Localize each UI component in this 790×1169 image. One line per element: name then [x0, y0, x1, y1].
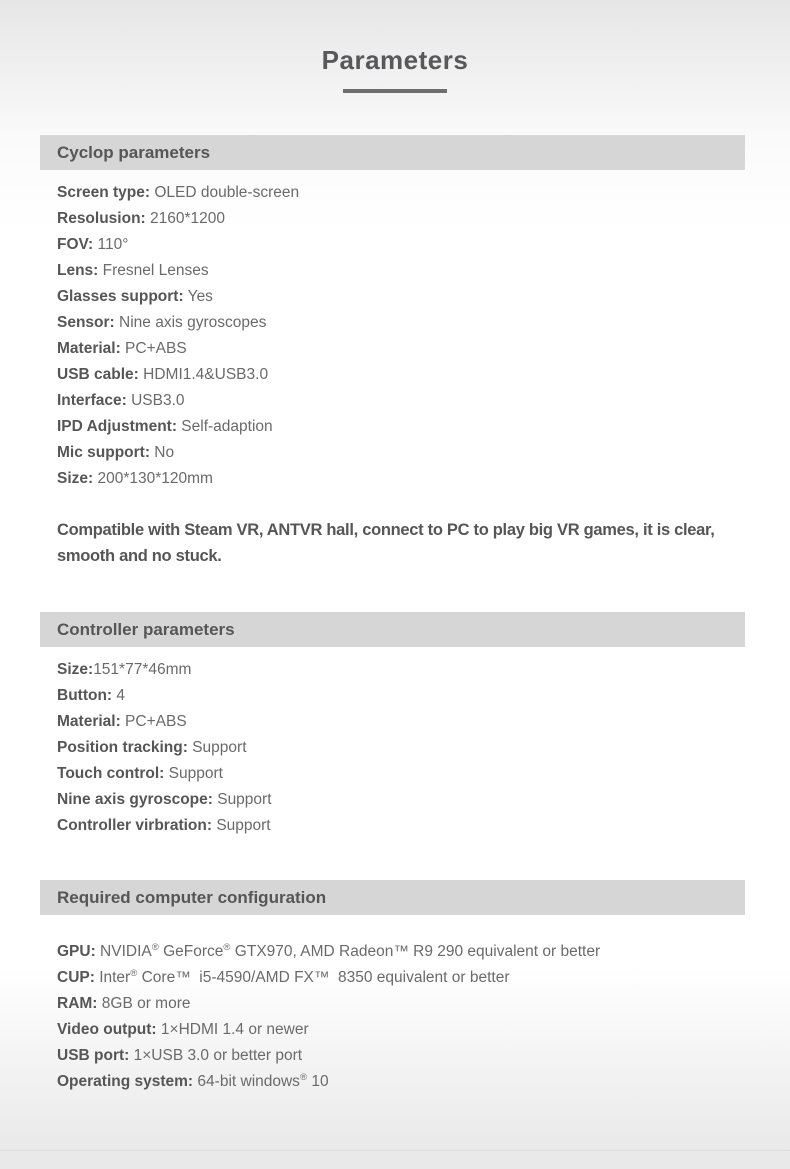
spec-row-position-tracking — [57, 735, 745, 761]
spec-label: Touch control: — [57, 765, 165, 782]
spec-value: 1×HDMI 1.4 or newer — [156, 1021, 309, 1038]
spec-value: 8GB or more — [97, 995, 191, 1012]
spec-value: 4 — [112, 687, 126, 704]
spec-row-cpu — [57, 965, 745, 991]
spec-row-video-output — [57, 1017, 745, 1043]
spec-label: Mic support: — [57, 444, 150, 461]
spec-value: OLED double-screen — [150, 184, 300, 201]
spec-row-interface — [57, 388, 745, 414]
spec-row-gpu — [57, 939, 745, 965]
spec-value: Support — [187, 739, 247, 756]
spec-label: Material: — [57, 713, 121, 730]
spec-row-resolution — [57, 206, 745, 232]
spec-row-controller-material — [57, 709, 745, 735]
spec-label: Sensor: — [57, 314, 115, 331]
spec-row-ram — [57, 991, 745, 1017]
spec-value: PC+ABS — [120, 340, 187, 357]
section-required-computer-configuration — [0, 880, 790, 1095]
spec-label: Position tracking: — [57, 739, 188, 756]
spec-row-sensor — [57, 310, 745, 336]
spec-row-usb-cable — [57, 362, 745, 388]
spec-label: RAM: — [57, 995, 98, 1012]
spec-label: Lens: — [57, 262, 99, 279]
spec-label: CUP: — [57, 969, 95, 986]
spec-row-touch-control — [57, 761, 745, 787]
spec-value: 110° — [93, 236, 129, 253]
spec-value: Support — [164, 765, 223, 782]
spec-value: Support — [212, 817, 271, 834]
spec-row-screen-type — [57, 180, 745, 206]
spec-row-ipd-adjustment — [57, 414, 745, 440]
section-controller-parameters — [0, 612, 790, 839]
spec-value: Support — [212, 791, 272, 808]
spec-row-mic-support — [57, 440, 745, 466]
spec-label: Size: — [57, 661, 94, 678]
spec-row-button — [57, 683, 745, 709]
spec-value: Fresnel Lenses — [98, 262, 209, 279]
spec-label: Nine axis gyroscope: — [57, 791, 213, 808]
spec-label: Glasses support: — [57, 288, 184, 305]
compatibility-note: Compatible with Steam VR, ANTVR hall, connect to PC to play big VR games, it is clear, smooth and no stuck. — [57, 521, 715, 565]
spec-label: GPU: — [57, 943, 96, 960]
spec-label: IPD Adjustment: — [57, 418, 177, 435]
section-heading-controller: Controller parameters — [40, 612, 745, 647]
spec-row-usb-port — [57, 1043, 745, 1069]
spec-label: Operating system: — [57, 1073, 194, 1090]
spec-label: Size: — [57, 470, 94, 487]
spec-value: Yes — [183, 288, 213, 305]
spec-row-size — [57, 466, 745, 492]
computer-config-specs-list — [57, 939, 745, 1095]
spec-row-nine-axis-gyroscope — [57, 787, 745, 813]
spec-row-glasses-support — [57, 284, 745, 310]
spec-label: Interface: — [57, 392, 127, 409]
spec-value: 2160*1200 — [145, 210, 226, 227]
spec-row-lens — [57, 258, 745, 284]
spec-value: Inter® Core™ i5-4590/AMD FX™ 8350 equivalent or better — [94, 967, 510, 986]
spec-label: USB cable: — [57, 366, 139, 383]
controller-specs-list — [57, 657, 745, 839]
spec-row-material — [57, 336, 745, 362]
spec-row-controller-size — [57, 657, 745, 683]
spec-label: Screen type: — [57, 184, 151, 201]
spec-label: Material: — [57, 340, 121, 357]
spec-value: 200*130*120mm — [93, 470, 213, 487]
spec-value: NVIDIA® GeForce® GTX970, AMD Radeon™ R9 290 equivalent or better — [95, 941, 601, 960]
spec-row-operating-system — [57, 1069, 745, 1095]
spec-label: Resolusion: — [57, 210, 146, 227]
spec-row-fov — [57, 232, 745, 258]
spec-label: Controller virbration: — [57, 817, 213, 834]
title-underline — [343, 89, 447, 93]
section-heading-computer-config: Required computer configuration — [40, 880, 745, 915]
spec-label: Button: — [57, 687, 113, 704]
spec-row-controller-vibration — [57, 813, 745, 839]
spec-label: FOV: — [57, 236, 94, 253]
spec-value: 1×USB 3.0 or better port — [129, 1047, 303, 1064]
spec-value: 64-bit windows® 10 — [193, 1071, 329, 1090]
spec-label: USB port: — [57, 1047, 130, 1064]
spec-value: HDMI1.4&USB3.0 — [138, 366, 269, 383]
spec-label: Video output: — [57, 1021, 157, 1038]
cyclop-specs-list — [57, 180, 745, 492]
spec-value: Self-adaption — [176, 418, 273, 435]
section-cyclop-parameters — [0, 135, 790, 569]
spec-value: No — [150, 444, 175, 461]
spec-value: PC+ABS — [120, 713, 187, 730]
spec-value: Nine axis gyroscopes — [114, 314, 267, 331]
section-heading-cyclop: Cyclop parameters — [40, 135, 745, 170]
page-title: Parameters — [321, 45, 469, 75]
spec-value: USB3.0 — [126, 392, 185, 409]
spec-value: 151*77*46mm — [93, 661, 192, 678]
footer-strip — [0, 1150, 790, 1169]
